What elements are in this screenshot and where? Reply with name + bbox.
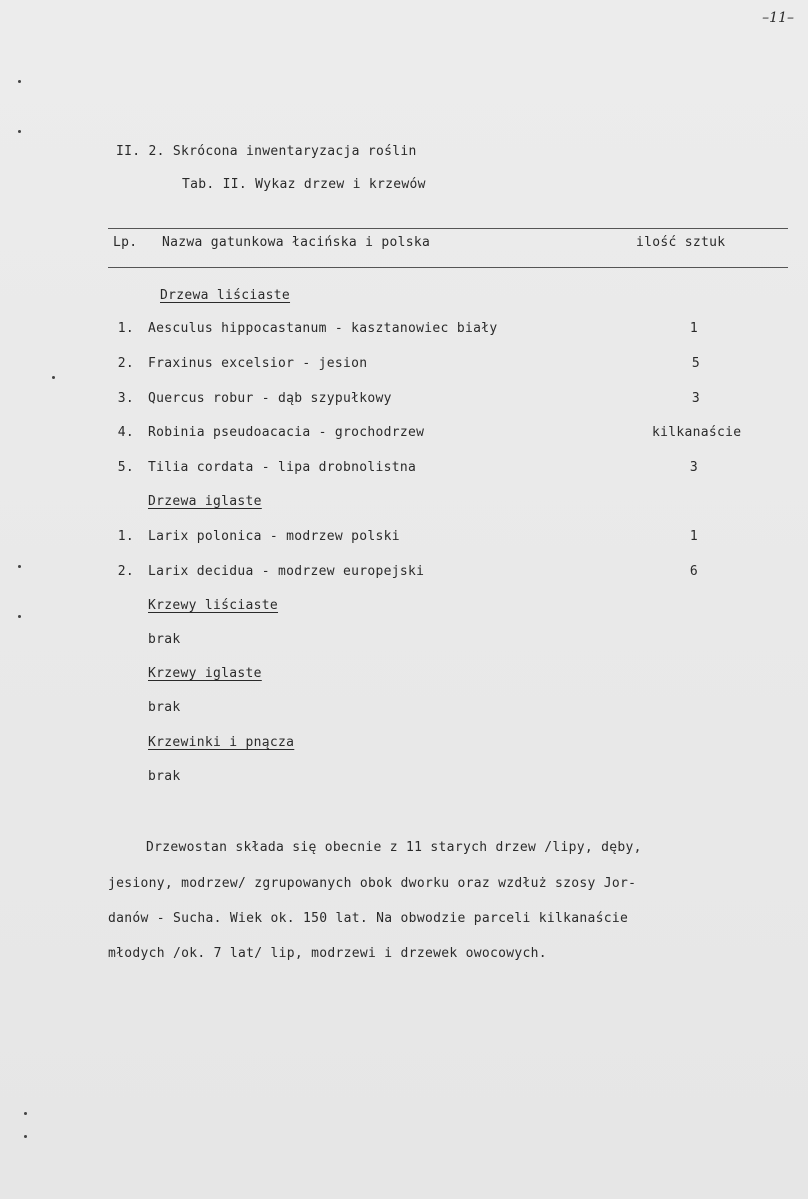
- paragraph-line: młodych /ok. 7 lat/ lip, modrzewi i drzewek owocowych.: [108, 946, 547, 961]
- margin-dot: [18, 565, 21, 568]
- group-heading: Drzewa liściaste: [160, 288, 291, 303]
- species-name: Robinia pseudoacacia - grochodrzew: [148, 425, 425, 440]
- group-heading: Krzewy liściaste: [148, 598, 279, 613]
- group-note: brak: [148, 632, 181, 647]
- species-count: kilkanaście: [652, 425, 742, 440]
- species-count: 1: [689, 321, 699, 336]
- margin-dot: [18, 130, 21, 133]
- species-count: 3: [689, 460, 699, 475]
- group-note: brak: [148, 769, 181, 784]
- group-note: brak: [148, 700, 181, 715]
- species-name: Quercus robur - dąb szypułkowy: [148, 391, 392, 406]
- paragraph-line: Drzewostan składa się obecnie z 11 starych drzew /lipy, dęby,: [146, 840, 642, 855]
- paragraph-line: jesiony, modrzew/ zgrupowanych obok dworku oraz wzdłuż szosy Jor-: [108, 876, 637, 891]
- species-count: 5: [691, 356, 701, 371]
- species-name: Fraxinus excelsior - jesion: [148, 356, 368, 371]
- header-lp: Lp.: [113, 235, 138, 250]
- row-number: 4.: [117, 425, 134, 440]
- header-bottom-rule: [108, 267, 788, 268]
- margin-dot: [52, 376, 55, 379]
- header-count: ilość sztuk: [636, 235, 726, 250]
- table-title: Tab. II. Wykaz drzew i krzewów: [182, 177, 426, 192]
- page-number: –11–: [762, 10, 794, 26]
- species-name: Aesculus hippocastanum - kasztanowiec biały: [148, 321, 498, 336]
- species-name: Larix decidua - modrzew europejski: [148, 564, 425, 579]
- row-number: 3.: [117, 391, 134, 406]
- species-name: Larix polonica - modrzew polski: [148, 529, 400, 544]
- species-count: 3: [691, 391, 701, 406]
- row-number: 5.: [117, 460, 134, 475]
- species-count: 1: [689, 529, 699, 544]
- margin-dot: [18, 80, 21, 83]
- group-heading: Krzewinki i pnącza: [148, 735, 295, 750]
- section-title: II. 2. Skrócona inwentaryzacja roślin: [116, 144, 417, 159]
- row-number: 1.: [117, 321, 134, 336]
- group-heading: Krzewy iglaste: [148, 666, 262, 681]
- table-top-rule: [108, 228, 788, 229]
- row-number: 2.: [117, 564, 134, 579]
- margin-dot: [24, 1135, 27, 1138]
- paragraph-line: danów - Sucha. Wiek ok. 150 lat. Na obwodzie parceli kilkanaście: [108, 911, 629, 926]
- group-heading: Drzewa iglaste: [148, 494, 262, 509]
- margin-dot: [24, 1112, 27, 1115]
- species-name: Tilia cordata - lipa drobnolistna: [148, 460, 417, 475]
- row-number: 1.: [117, 529, 134, 544]
- row-number: 2.: [117, 356, 134, 371]
- species-count: 6: [689, 564, 699, 579]
- margin-dot: [18, 615, 21, 618]
- header-name: Nazwa gatunkowa łacińska i polska: [162, 235, 431, 250]
